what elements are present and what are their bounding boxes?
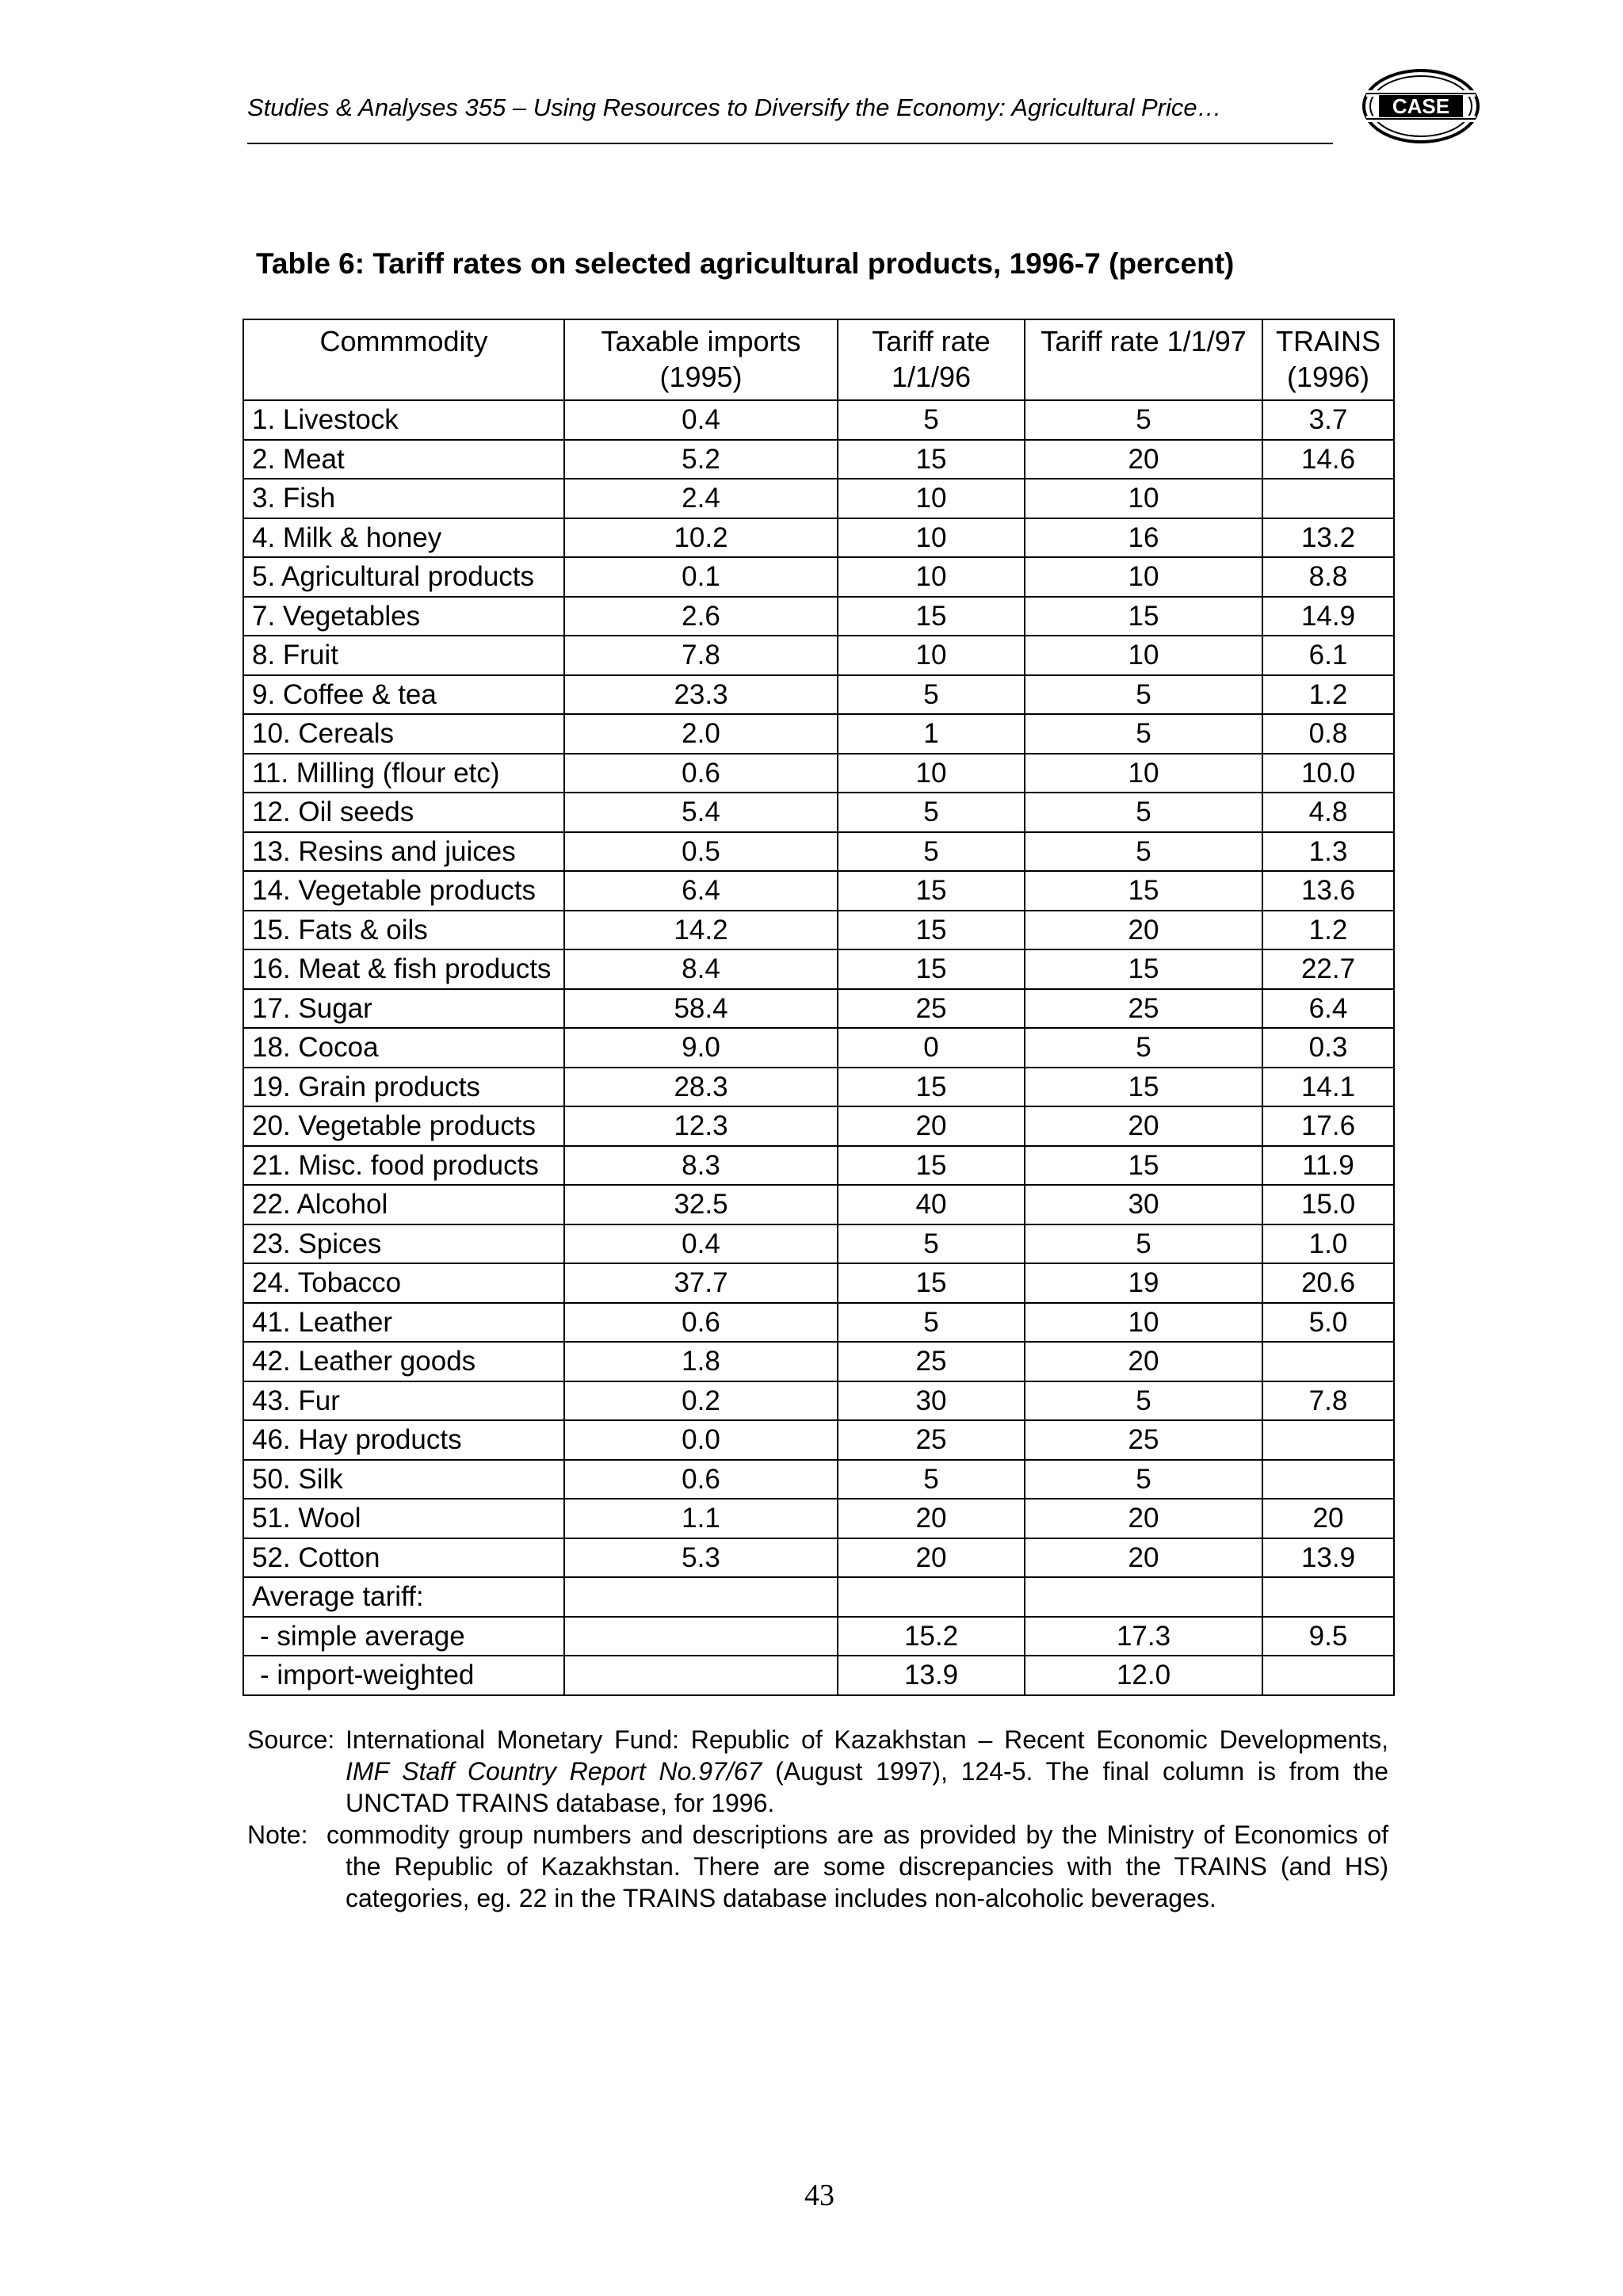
commodity-cell: 52. Cotton (243, 1538, 564, 1578)
value-cell: 25 (1025, 989, 1262, 1029)
value-cell: 5.2 (564, 440, 838, 479)
tariff-table (242, 319, 1395, 1696)
commodity-cell: 11. Milling (flour etc) (243, 754, 564, 793)
value-cell: 12.3 (564, 1106, 838, 1146)
table-row (243, 1146, 1394, 1186)
commodity-cell: 2. Meat (243, 440, 564, 479)
table-row (243, 1342, 1394, 1381)
value-cell: 16 (1025, 518, 1262, 558)
value-cell: 7.8 (1262, 1381, 1394, 1421)
value-cell: 5 (838, 1303, 1025, 1343)
value-cell: 15 (838, 440, 1025, 479)
commodity-cell: 24. Tobacco (243, 1263, 564, 1303)
commodity-cell: 1. Livestock (243, 400, 564, 440)
value-cell: 6.4 (564, 871, 838, 911)
value-cell: 0.6 (564, 1460, 838, 1499)
commodity-cell: - import-weighted (243, 1656, 564, 1695)
value-cell: 30 (1025, 1185, 1262, 1224)
value-cell: 15 (838, 949, 1025, 989)
value-cell: 20 (1025, 911, 1262, 950)
value-cell: 6.1 (1262, 636, 1394, 675)
value-cell: 1.1 (564, 1499, 838, 1538)
value-cell: 5 (1025, 714, 1262, 754)
value-cell: 5 (1025, 675, 1262, 715)
value-cell: 0.3 (1262, 1028, 1394, 1068)
value-cell: 0.4 (564, 1224, 838, 1264)
value-cell (564, 1577, 838, 1617)
value-cell: 0.8 (1262, 714, 1394, 754)
value-cell: 20 (1025, 1538, 1262, 1578)
value-cell: 4.8 (1262, 793, 1394, 832)
table-row (243, 440, 1394, 479)
value-cell: 0.2 (564, 1381, 838, 1421)
value-cell: 5 (1025, 1460, 1262, 1499)
value-cell: 1.0 (1262, 1224, 1394, 1264)
value-cell: 0.4 (564, 400, 838, 440)
source-note (247, 1724, 1388, 1819)
value-cell: 5.3 (564, 1538, 838, 1578)
table-row (243, 1303, 1394, 1343)
table-row (243, 714, 1394, 754)
table-row (243, 1420, 1394, 1460)
commodity-cell: 19. Grain products (243, 1068, 564, 1107)
value-cell: 20 (1025, 1342, 1262, 1381)
value-cell: 19 (1025, 1263, 1262, 1303)
note-text: commodity group numbers and descriptions are as provided by the Ministry of Economics of the Republic of Kazakhstan. There are some discrepancies with the TRAINS (and HS) categories, eg. 22 in the TRAINS database includes non-alcoholic beverages. (327, 1820, 1388, 1912)
commodity-cell: 22. Alcohol (243, 1185, 564, 1224)
table-row (243, 1577, 1394, 1617)
table-row (243, 1499, 1394, 1538)
table-row (243, 518, 1394, 558)
value-cell: 5 (1025, 1381, 1262, 1421)
value-cell: 15 (1025, 597, 1262, 636)
value-cell: 10.0 (1262, 754, 1394, 793)
value-cell: 23.3 (564, 675, 838, 715)
value-cell: 0 (838, 1028, 1025, 1068)
commodity-cell: 13. Resins and juices (243, 832, 564, 872)
value-cell: 20 (838, 1106, 1025, 1146)
column-header: Commmodity (243, 319, 564, 400)
value-cell: 15 (838, 1146, 1025, 1186)
value-cell: 25 (1025, 1420, 1262, 1460)
commodity-cell: 9. Coffee & tea (243, 675, 564, 715)
value-cell (838, 1577, 1025, 1617)
value-cell: 10 (1025, 754, 1262, 793)
note-label: Note: (247, 1820, 308, 1849)
value-cell: 20 (1025, 440, 1262, 479)
value-cell: 5 (1025, 832, 1262, 872)
value-cell: 20 (1262, 1499, 1394, 1538)
value-cell: 20.6 (1262, 1263, 1394, 1303)
table-row (243, 1381, 1394, 1421)
value-cell: 5 (838, 832, 1025, 872)
logo-text: CASE (1392, 94, 1450, 118)
value-cell: 25 (838, 1420, 1025, 1460)
commodity-cell: 43. Fur (243, 1381, 564, 1421)
value-cell: 1.2 (1262, 911, 1394, 950)
commodity-cell: 18. Cocoa (243, 1028, 564, 1068)
table-row (243, 1185, 1394, 1224)
source-report-title: IMF Staff Country Report No.97/67 (346, 1757, 762, 1786)
value-cell: 32.5 (564, 1185, 838, 1224)
value-cell: 5 (838, 793, 1025, 832)
value-cell: 15.2 (838, 1617, 1025, 1656)
value-cell: 20 (838, 1499, 1025, 1538)
value-cell: 22.7 (1262, 949, 1394, 989)
value-cell: 17.6 (1262, 1106, 1394, 1146)
value-cell: 0.6 (564, 754, 838, 793)
value-cell: 1.8 (564, 1342, 838, 1381)
value-cell: 10.2 (564, 518, 838, 558)
table-row (243, 675, 1394, 715)
value-cell: 8.8 (1262, 557, 1394, 597)
value-cell: 15 (838, 1068, 1025, 1107)
table-row (243, 1068, 1394, 1107)
value-cell: 8.4 (564, 949, 838, 989)
table-header (243, 319, 1394, 400)
value-cell: 6.4 (1262, 989, 1394, 1029)
commodity-cell: 8. Fruit (243, 636, 564, 675)
value-cell: 10 (838, 479, 1025, 518)
header-rule (247, 143, 1333, 144)
value-cell: 28.3 (564, 1068, 838, 1107)
commodity-cell: 14. Vegetable products (243, 871, 564, 911)
commodity-cell: 46. Hay products (243, 1420, 564, 1460)
table-row (243, 871, 1394, 911)
commodity-cell: 7. Vegetables (243, 597, 564, 636)
value-cell: 11.9 (1262, 1146, 1394, 1186)
value-cell (1025, 1577, 1262, 1617)
value-cell: 20 (1025, 1106, 1262, 1146)
value-cell: 5 (838, 675, 1025, 715)
table-row (243, 832, 1394, 872)
value-cell: 5 (1025, 1224, 1262, 1264)
commodity-cell: 12. Oil seeds (243, 793, 564, 832)
commodity-cell: 23. Spices (243, 1224, 564, 1264)
value-cell: 13.2 (1262, 518, 1394, 558)
value-cell: 10 (1025, 557, 1262, 597)
value-cell (564, 1656, 838, 1695)
value-cell: 10 (1025, 636, 1262, 675)
value-cell: 2.4 (564, 479, 838, 518)
table-row (243, 400, 1394, 440)
value-cell: 37.7 (564, 1263, 838, 1303)
value-cell: 0.6 (564, 1303, 838, 1343)
value-cell: 5 (1025, 1028, 1262, 1068)
commodity-cell: 3. Fish (243, 479, 564, 518)
value-cell: 14.6 (1262, 440, 1394, 479)
column-header: Tariff rate 1/1/97 (1025, 319, 1262, 400)
value-cell: 15 (838, 597, 1025, 636)
value-cell: 9.5 (1262, 1617, 1394, 1656)
value-cell: 17.3 (1025, 1617, 1262, 1656)
value-cell: 15 (838, 871, 1025, 911)
table-row (243, 597, 1394, 636)
value-cell: 30 (838, 1381, 1025, 1421)
column-header: TRAINS (1996) (1262, 319, 1394, 400)
commodity-cell: 17. Sugar (243, 989, 564, 1029)
table-notes (247, 1724, 1388, 1914)
table-row (243, 636, 1394, 675)
value-cell: 2.6 (564, 597, 838, 636)
value-cell: 5.0 (1262, 1303, 1394, 1343)
value-cell: 5 (838, 1224, 1025, 1264)
value-cell: 14.2 (564, 911, 838, 950)
value-cell: 5 (1025, 793, 1262, 832)
table-row (243, 479, 1394, 518)
page-number: 43 (804, 2179, 834, 2212)
value-cell: 14.1 (1262, 1068, 1394, 1107)
value-cell: 1.2 (1262, 675, 1394, 715)
value-cell: 20 (838, 1538, 1025, 1578)
value-cell: 15 (1025, 949, 1262, 989)
table-row (243, 911, 1394, 950)
commodity-cell: 20. Vegetable products (243, 1106, 564, 1146)
value-cell: 1.3 (1262, 832, 1394, 872)
commodity-cell: 5. Agricultural products (243, 557, 564, 597)
value-cell: 10 (1025, 479, 1262, 518)
value-cell: 13.9 (1262, 1538, 1394, 1578)
value-cell: 5.4 (564, 793, 838, 832)
source-text: International Monetary Fund: Republic of Kazakhstan – Recent Economic Developments, IMF Staff Country Report No.97/67 (August 1997), 124-5. The final column is from the UNCTAD TRAINS database, for 1996. (346, 1725, 1389, 1817)
table-row (243, 989, 1394, 1029)
value-cell: 5 (838, 1460, 1025, 1499)
table-row (243, 1617, 1394, 1656)
value-cell: 8.3 (564, 1146, 838, 1186)
value-cell (1262, 1656, 1394, 1695)
commodity-cell: 42. Leather goods (243, 1342, 564, 1381)
value-cell: 1 (838, 714, 1025, 754)
value-cell: 15 (838, 911, 1025, 950)
value-cell: 9.0 (564, 1028, 838, 1068)
value-cell (1262, 1577, 1394, 1617)
value-cell: 7.8 (564, 636, 838, 675)
running-header: Studies & Analyses 355 – Using Resources to Diversify the Economy: Agricultural Price… (247, 94, 1222, 121)
source-label: Source: (247, 1725, 335, 1754)
commodity-cell: Average tariff: (243, 1577, 564, 1617)
value-cell (1262, 1342, 1394, 1381)
value-cell: 0.1 (564, 557, 838, 597)
value-cell: 2.0 (564, 714, 838, 754)
value-cell: 10 (838, 518, 1025, 558)
commodity-cell: 4. Milk & honey (243, 518, 564, 558)
value-cell: 25 (838, 989, 1025, 1029)
value-cell: 25 (838, 1342, 1025, 1381)
table-row (243, 1224, 1394, 1264)
case-logo (1361, 68, 1480, 144)
table-row (243, 754, 1394, 793)
value-cell: 5 (1025, 400, 1262, 440)
value-cell (1262, 1420, 1394, 1460)
table-row (243, 1538, 1394, 1578)
commodity-cell: 51. Wool (243, 1499, 564, 1538)
table-row (243, 1460, 1394, 1499)
commodity-cell: 10. Cereals (243, 714, 564, 754)
table-row (243, 949, 1394, 989)
commodity-cell: 16. Meat & fish products (243, 949, 564, 989)
value-cell: 14.9 (1262, 597, 1394, 636)
commodity-cell: 41. Leather (243, 1303, 564, 1343)
table-row (243, 557, 1394, 597)
column-header: Tariff rate 1/1/96 (838, 319, 1025, 400)
value-cell: 0.0 (564, 1420, 838, 1460)
commodity-note (247, 1819, 1388, 1914)
table-body (243, 400, 1394, 1695)
table-row (243, 1263, 1394, 1303)
value-cell: 20 (1025, 1499, 1262, 1538)
table-row (243, 1656, 1394, 1695)
value-cell (1262, 479, 1394, 518)
value-cell: 15.0 (1262, 1185, 1394, 1224)
table-row (243, 793, 1394, 832)
table-title: Table 6: Tariff rates on selected agricultural products, 1996-7 (percent) (256, 247, 1235, 280)
value-cell: 10 (838, 754, 1025, 793)
table-row (243, 1106, 1394, 1146)
value-cell: 15 (838, 1263, 1025, 1303)
commodity-cell: - simple average (243, 1617, 564, 1656)
value-cell: 5 (838, 400, 1025, 440)
commodity-cell: 15. Fats & oils (243, 911, 564, 950)
value-cell: 15 (1025, 1068, 1262, 1107)
value-cell: 10 (1025, 1303, 1262, 1343)
value-cell: 13.6 (1262, 871, 1394, 911)
value-cell: 10 (838, 557, 1025, 597)
value-cell: 40 (838, 1185, 1025, 1224)
value-cell: 58.4 (564, 989, 838, 1029)
value-cell (1262, 1460, 1394, 1499)
value-cell: 12.0 (1025, 1656, 1262, 1695)
commodity-cell: 50. Silk (243, 1460, 564, 1499)
value-cell: 15 (1025, 871, 1262, 911)
value-cell: 15 (1025, 1146, 1262, 1186)
value-cell (564, 1617, 838, 1656)
value-cell: 10 (838, 636, 1025, 675)
column-header: Taxable imports (1995) (564, 319, 838, 400)
value-cell: 13.9 (838, 1656, 1025, 1695)
table-row (243, 1028, 1394, 1068)
value-cell: 0.5 (564, 832, 838, 872)
value-cell: 3.7 (1262, 400, 1394, 440)
commodity-cell: 21. Misc. food products (243, 1146, 564, 1186)
